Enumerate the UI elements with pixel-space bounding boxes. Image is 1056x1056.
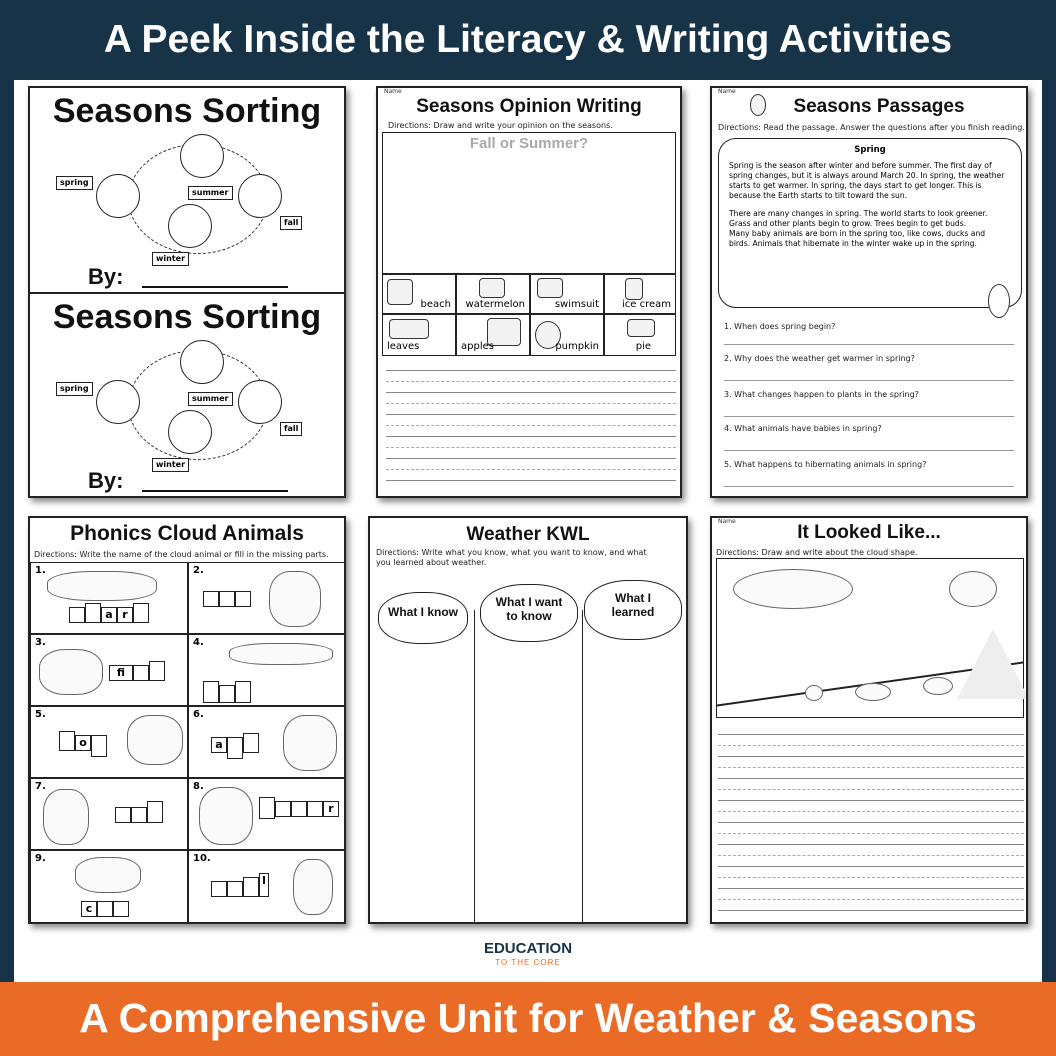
phonics-cell-9 [30, 850, 188, 924]
item-number: 8. [193, 781, 204, 792]
it-looked-like-page [710, 516, 1028, 924]
letter-box [59, 731, 75, 751]
phonics-cell-1 [30, 562, 188, 634]
mountain [957, 629, 1028, 699]
name-line [142, 286, 288, 288]
weather-kwl-page [368, 516, 688, 924]
shark-silhouette [47, 571, 157, 601]
question-4: 4. What animals have babies in spring? [724, 424, 882, 433]
phonics-cell-4 [188, 634, 346, 706]
prompt: Fall or Summer? [469, 135, 589, 152]
header-banner [0, 0, 1056, 80]
footer-title: A Comprehensive Unit for Weather & Seasons [79, 995, 977, 1041]
letter-box [243, 877, 259, 897]
sandcastle-picture [180, 134, 224, 178]
directions: Directions: Draw and write your opinion on the seasons. [388, 121, 613, 130]
beach-icon [387, 279, 413, 305]
passage-title: Spring [854, 145, 886, 155]
sandcastle-picture-copy [180, 340, 224, 384]
letter-box [211, 881, 227, 897]
opinion-writing-page [376, 86, 682, 498]
letter-box: a [101, 607, 117, 623]
page-title: Seasons Opinion Writing [416, 96, 642, 117]
whale-silhouette [39, 649, 103, 695]
cell-label: pumpkin [555, 341, 599, 352]
cell-label: apples [461, 341, 494, 352]
kwl-cloud-learned [584, 580, 682, 640]
kwl-column-divider [474, 610, 475, 924]
question-5: 5. What happens to hibernating animals in spring? [724, 460, 927, 469]
name-label: Name [718, 518, 736, 525]
divider [30, 292, 344, 294]
letter-box [133, 603, 149, 623]
dog-silhouette [127, 715, 183, 765]
question-3: 3. What changes happen to plants in the spring? [724, 390, 919, 399]
letter-box: c [81, 901, 97, 917]
phonics-cell-5 [30, 706, 188, 778]
bush [923, 677, 953, 695]
flowerpot-picture [96, 174, 140, 218]
cocoa-picture [168, 204, 212, 248]
kwl-cloud-know [378, 592, 468, 644]
letter-box [235, 591, 251, 607]
item-number: 1. [35, 565, 46, 576]
phonics-cell-7 [30, 778, 188, 850]
page-title: Weather KWL [466, 524, 590, 545]
name-label: Name [718, 88, 736, 95]
drawing-box [716, 558, 1024, 718]
kwl-header: What I want to know [495, 595, 563, 623]
question-1: 1. When does spring begin? [724, 322, 836, 331]
kwl-header: What I learned [611, 591, 655, 619]
bat-silhouette [229, 643, 333, 665]
bush [855, 683, 891, 701]
phonics-cell-10 [188, 850, 346, 924]
picture-cell [456, 314, 530, 356]
letter-box [147, 801, 163, 823]
page-title: Seasons Sorting [52, 92, 322, 130]
letter-box [97, 901, 113, 917]
cell-label: ice cream [621, 299, 671, 310]
letter-box [85, 603, 101, 623]
picture-cell [604, 274, 676, 314]
item-number: 6. [193, 709, 204, 720]
cell-label: beach [420, 299, 451, 310]
answer-line [724, 450, 1014, 451]
name-label: Name [384, 88, 402, 95]
item-number: 10. [193, 853, 211, 864]
letter-box [243, 733, 259, 753]
picture-cell [382, 274, 456, 314]
leaves-icon [389, 319, 429, 339]
ice-cream-icon [625, 278, 643, 300]
cow-silhouette [75, 857, 141, 893]
letter-box: a [211, 737, 227, 753]
directions: Directions: Write what you know, what you want to know, and what you learned about weather. [376, 548, 647, 567]
answer-line [724, 344, 1014, 345]
cocoa-picture-copy [168, 410, 212, 454]
phonics-cell-2 [188, 562, 346, 634]
page-title-copy: Seasons Sorting [52, 298, 322, 336]
label-summer: summer [188, 186, 233, 200]
page-title: Seasons Passages [793, 96, 965, 117]
cell-label: leaves [387, 341, 420, 352]
phonics-cell-8 [188, 778, 346, 850]
letter-box: o [75, 735, 91, 751]
label-winter-copy: winter [152, 458, 189, 472]
fox-silhouette [269, 571, 321, 627]
page-title: Phonics Cloud Animals [70, 522, 304, 545]
directions: Directions: Draw and write about the cloud shape. [716, 548, 918, 557]
item-number: 7. [35, 781, 46, 792]
kwl-column-divider [582, 610, 583, 924]
chick-icon [988, 284, 1010, 318]
picture-cell [604, 314, 676, 356]
pie-icon [627, 319, 655, 337]
item-number: 3. [35, 637, 46, 648]
label-fall-copy: fall [280, 422, 302, 436]
drawing-box [382, 132, 676, 274]
kwl-cloud-want [480, 584, 578, 642]
letter-box [149, 661, 165, 681]
letter-box [203, 591, 219, 607]
letter-box [115, 807, 131, 823]
letter-box: r [117, 607, 133, 623]
letter-box [203, 681, 219, 703]
cell-label: pie [635, 341, 651, 352]
answer-line [724, 380, 1014, 381]
page-title: It Looked Like... [797, 522, 941, 543]
leaves-picture-copy [238, 380, 282, 424]
brand-logo-text: EDUCATION [483, 940, 573, 957]
small-cloud [949, 571, 997, 607]
by-label-copy: By: [88, 468, 124, 493]
picture-cell [530, 314, 604, 356]
letter-box [69, 607, 85, 623]
name-line-copy [142, 490, 288, 492]
letter-box [275, 801, 291, 817]
passage-paragraph-1: Spring is the season after winter and before summer. The first day of spring changes, but it is always around March 20. In spring, the weather starts to get warmer. In spring, the days start to get longer. This is because the Earth starts to tilt toward the sun. [729, 161, 1005, 200]
footer-banner [0, 982, 1056, 1056]
item-number: 2. [193, 565, 204, 576]
letter-box [133, 665, 149, 681]
letter-box: r [323, 801, 339, 817]
letter-box [259, 797, 275, 819]
letter-box [131, 807, 147, 823]
phonics-cell-3 [30, 634, 188, 706]
cell-label: swimsuit [554, 299, 599, 310]
answer-line [724, 486, 1014, 487]
header-title: A Peek Inside the Literacy & Writing Activities [103, 18, 953, 61]
leaves-picture [238, 174, 282, 218]
letter-box: l [259, 873, 269, 897]
picture-cell [456, 274, 530, 314]
kwl-header: What I know [388, 605, 458, 619]
answer-line [724, 416, 1014, 417]
writing-lines [718, 724, 1024, 911]
question-2: 2. Why does the weather get warmer in spring? [724, 354, 915, 363]
label-spring: spring [56, 176, 93, 190]
phonics-cloud-animals-page [28, 516, 346, 924]
writing-lines [386, 360, 676, 481]
letter-box [227, 881, 243, 897]
brand-logo-subtext: TO THE CORE [495, 958, 561, 967]
label-spring-copy: spring [56, 382, 93, 396]
item-number: 4. [193, 637, 204, 648]
letter-box [227, 737, 243, 759]
cat-silhouette [43, 789, 89, 845]
cell-label: watermelon [465, 299, 525, 310]
watermelon-icon [479, 278, 505, 298]
passage-paragraph-2: There are many changes in spring. The world starts to look greener. Grass and other plants begin to grow. Trees begin to get buds. Many baby animals are born in the spring too, like cows, ducks and birds. Animals that hibernate in the winter wake up in the spring. [729, 209, 988, 248]
long-cloud [733, 569, 853, 609]
letter-box [307, 801, 323, 817]
passage-box [718, 138, 1022, 308]
phonics-cell-6 [188, 706, 346, 778]
by-label: By: [88, 264, 124, 289]
bush [805, 685, 823, 701]
letter-box [291, 801, 307, 817]
letter-box [113, 901, 129, 917]
owl-silhouette [293, 859, 333, 915]
label-winter: winter [152, 252, 189, 266]
picture-cell [382, 314, 456, 356]
letter-box: fi [109, 665, 133, 681]
letter-box [219, 685, 235, 703]
swimsuit-icon [537, 278, 563, 298]
letter-box [235, 681, 251, 703]
label-fall: fall [280, 216, 302, 230]
item-number: 9. [35, 853, 46, 864]
directions: Directions: Write the name of the cloud animal or fill in the missing parts. [34, 550, 329, 559]
letter-box [219, 591, 235, 607]
flowerpot-picture-copy [96, 380, 140, 424]
label-summer-copy: summer [188, 392, 233, 406]
letter-box [91, 735, 107, 757]
deer-silhouette [199, 787, 253, 845]
item-number: 5. [35, 709, 46, 720]
directions: Directions: Read the passage. Answer the questions after you finish reading. [718, 123, 1025, 132]
seasons-passages-page [710, 86, 1028, 498]
picture-cell [530, 274, 604, 314]
gorilla-silhouette [283, 715, 337, 771]
seasons-sorting-page [28, 86, 346, 498]
